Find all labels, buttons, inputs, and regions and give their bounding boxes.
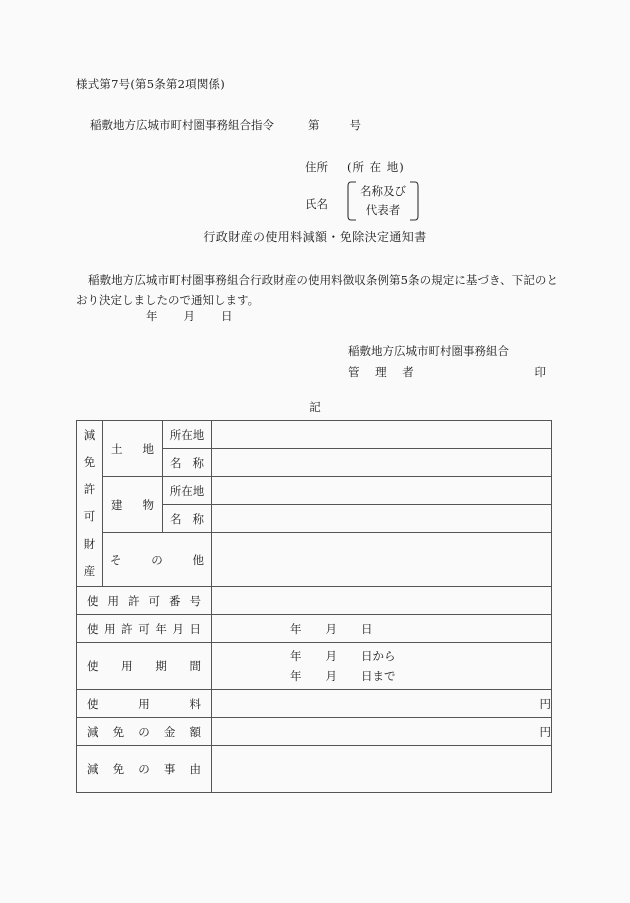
label-char: 用 bbox=[107, 593, 119, 608]
table-row bbox=[77, 421, 552, 449]
label-char: 可 bbox=[138, 621, 150, 636]
directive-unit-label: 号 bbox=[349, 118, 361, 132]
other-char: 他 bbox=[192, 552, 204, 567]
attr-char-left: 名 bbox=[170, 511, 182, 526]
label-char: 使 bbox=[87, 659, 99, 673]
label-char: 年 bbox=[155, 621, 167, 636]
label-char: 期 bbox=[155, 659, 167, 673]
name-label: 氏名 bbox=[305, 197, 328, 211]
value-other[interactable] bbox=[212, 533, 552, 587]
reduction-amount-unit: 円 bbox=[539, 724, 551, 739]
value-land-location[interactable] bbox=[212, 421, 552, 449]
attr-label-land-location: 所在地 bbox=[163, 421, 212, 449]
issuer-block bbox=[348, 341, 546, 383]
vertical-char: 許 bbox=[83, 482, 96, 497]
usage-fee-unit: 円 bbox=[539, 696, 551, 711]
label-char: 免 bbox=[112, 762, 125, 776]
label-char: 使 bbox=[87, 696, 99, 711]
label-char: 可 bbox=[148, 593, 160, 608]
bracket-line-1: 名称及び bbox=[360, 184, 406, 198]
table-row bbox=[77, 587, 552, 615]
attr-label-land-name bbox=[163, 449, 212, 477]
label-char: 免 bbox=[112, 724, 125, 739]
label-char: 用 bbox=[138, 696, 150, 711]
issue-date-month: 月 bbox=[183, 309, 195, 323]
name-bracket-group bbox=[347, 181, 419, 221]
label-char: 許 bbox=[121, 621, 133, 636]
vertical-char: 減 bbox=[83, 427, 96, 442]
period-from-year: 年 bbox=[290, 649, 302, 663]
label-char: 事 bbox=[163, 762, 176, 776]
property-kind-other bbox=[103, 533, 212, 587]
label-char: 料 bbox=[189, 696, 201, 711]
label-permit-number bbox=[77, 587, 212, 615]
other-char: の bbox=[151, 552, 163, 567]
directive-line bbox=[90, 117, 361, 133]
label-char: 用 bbox=[121, 659, 133, 673]
kind-char-right: 地 bbox=[142, 441, 154, 456]
address-value: (所 在 地) bbox=[347, 160, 405, 174]
table-row bbox=[77, 615, 552, 643]
ki-mark: 記 bbox=[309, 400, 321, 414]
issuer-role-row bbox=[348, 362, 546, 383]
issuer-organization: 稲敷地方広城市町村圏事務組合 bbox=[348, 344, 509, 358]
period-to-day: 日まで bbox=[361, 669, 396, 683]
label-char: 用 bbox=[104, 621, 116, 636]
label-char: 額 bbox=[189, 724, 201, 739]
table-row bbox=[77, 746, 552, 793]
label-char: 由 bbox=[189, 762, 201, 776]
label-char: 間 bbox=[189, 659, 201, 673]
label-char: 使 bbox=[87, 593, 99, 608]
issue-date-year: 年 bbox=[146, 309, 158, 323]
permit-date-month: 月 bbox=[325, 621, 337, 636]
kind-char-left: 建 bbox=[111, 497, 123, 512]
vertical-char: 免 bbox=[83, 454, 96, 469]
other-char: そ bbox=[110, 552, 122, 567]
label-permit-date bbox=[77, 615, 212, 643]
kind-char-left: 土 bbox=[111, 441, 123, 456]
label-char: 減 bbox=[87, 762, 99, 776]
label-reduction-reason bbox=[77, 746, 212, 793]
value-reduction-reason[interactable] bbox=[212, 746, 552, 793]
label-char: 減 bbox=[87, 724, 99, 739]
period-from-row bbox=[290, 646, 551, 666]
kind-char-right: 物 bbox=[142, 497, 154, 512]
bracket-right-icon bbox=[409, 181, 419, 221]
label-usage-fee bbox=[77, 690, 212, 718]
table-row bbox=[77, 533, 552, 587]
recipient-address-row bbox=[305, 156, 419, 178]
table-row bbox=[77, 643, 552, 690]
period-to-row bbox=[290, 666, 551, 686]
attr-label-building-location: 所在地 bbox=[163, 477, 212, 505]
recipient-block bbox=[305, 156, 419, 221]
directive-number-label: 第 bbox=[308, 118, 320, 132]
attr-char-left: 名 bbox=[170, 455, 182, 470]
value-land-name[interactable] bbox=[212, 449, 552, 477]
label-char: 日 bbox=[189, 621, 201, 636]
period-from-day: 日から bbox=[361, 649, 396, 663]
value-permit-number[interactable] bbox=[212, 587, 552, 615]
vertical-char: 可 bbox=[83, 509, 96, 524]
issue-date-line bbox=[146, 308, 233, 324]
table-row bbox=[77, 690, 552, 718]
label-char: 番 bbox=[169, 593, 181, 608]
directive-organization: 稲敷地方広城市町村圏事務組合指令 bbox=[90, 118, 274, 132]
attr-char-right: 称 bbox=[192, 511, 204, 526]
label-usage-period bbox=[77, 643, 212, 690]
property-kind-building bbox=[103, 477, 163, 533]
value-building-location[interactable] bbox=[212, 477, 552, 505]
value-usage-fee[interactable] bbox=[212, 690, 552, 718]
attr-char-right: 称 bbox=[192, 455, 204, 470]
vertical-char: 産 bbox=[83, 563, 96, 578]
property-kind-land bbox=[103, 421, 163, 477]
seal-mark: 印 bbox=[534, 365, 546, 379]
table-row bbox=[77, 718, 552, 746]
period-from-month: 月 bbox=[325, 649, 337, 663]
label-char: 許 bbox=[128, 593, 140, 608]
value-permit-date[interactable] bbox=[212, 615, 552, 643]
value-usage-period[interactable] bbox=[212, 643, 552, 690]
permit-date-year: 年 bbox=[290, 621, 302, 636]
recipient-name-row bbox=[305, 181, 419, 221]
body-paragraph: 稲敷地方広城市町村圏事務組合行政財産の使用料徴収条例第5条の規定に基づき、下記のとおり決定しましたので通知します。 bbox=[76, 273, 558, 307]
table-row bbox=[77, 477, 552, 505]
label-reduction-amount bbox=[77, 718, 212, 746]
period-to-year: 年 bbox=[290, 669, 302, 683]
form-table bbox=[76, 420, 552, 793]
label-char: 金 bbox=[163, 724, 176, 739]
value-reduction-amount[interactable] bbox=[212, 718, 552, 746]
permit-date-day: 日 bbox=[361, 621, 373, 636]
form-number: 様式第7号(第5条第2項関係) bbox=[76, 77, 225, 91]
address-label: 住所 bbox=[305, 160, 328, 174]
attr-label-building-name bbox=[163, 505, 212, 533]
label-char: 月 bbox=[172, 621, 184, 636]
period-to-month: 月 bbox=[325, 669, 337, 683]
property-vertical-header bbox=[77, 421, 103, 587]
bracket-line-2: 代表者 bbox=[365, 203, 401, 217]
bracket-left-icon bbox=[347, 181, 357, 221]
issuer-role: 管 理 者 bbox=[348, 365, 420, 379]
document-title: 行政財産の使用料減額・免除決定通知書 bbox=[203, 230, 427, 244]
value-building-name[interactable] bbox=[212, 505, 552, 533]
issue-date-day: 日 bbox=[221, 309, 233, 323]
label-char: 使 bbox=[87, 621, 99, 636]
label-char: の bbox=[138, 762, 150, 776]
label-char: 号 bbox=[189, 593, 201, 608]
vertical-char: 財 bbox=[83, 536, 96, 551]
label-char: の bbox=[138, 724, 150, 739]
